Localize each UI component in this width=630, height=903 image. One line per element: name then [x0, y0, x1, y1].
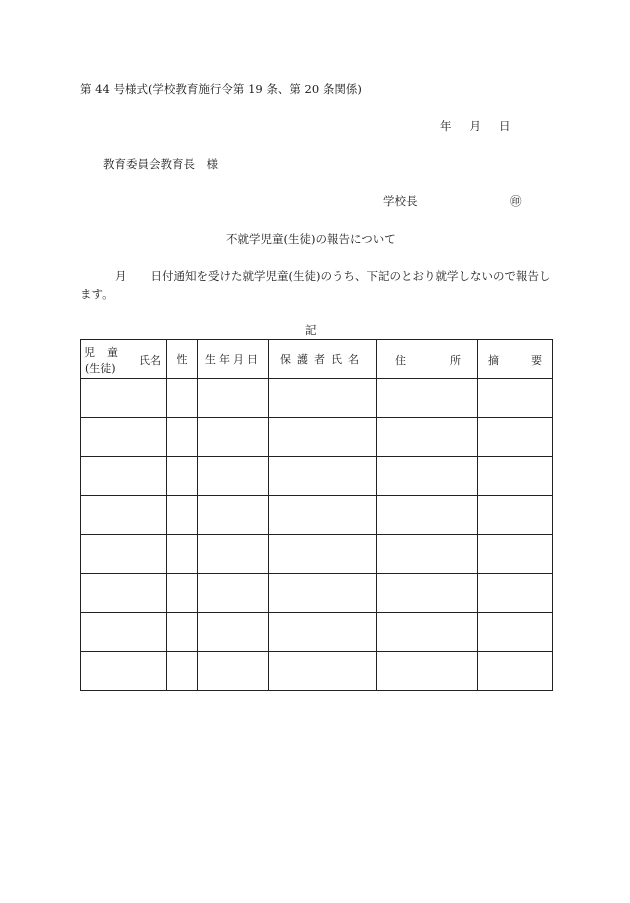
- header-remarks-1: 摘: [488, 354, 499, 367]
- table-cell: [269, 457, 377, 496]
- table-cell: [377, 496, 478, 535]
- table-cell: [269, 613, 377, 652]
- header-address-1: 住: [395, 354, 406, 367]
- table-cell: [269, 574, 377, 613]
- header-child-name: [81, 340, 167, 379]
- header-birthdate: 生年月日: [198, 340, 269, 379]
- table-cell: [377, 379, 478, 418]
- table-cell: [167, 496, 198, 535]
- table-cell: [478, 652, 553, 691]
- body-text: [80, 267, 558, 303]
- header-child-bottom: (生徒): [85, 362, 116, 375]
- table-row: [81, 613, 553, 652]
- table-cell: [81, 496, 167, 535]
- table-cell: [377, 457, 478, 496]
- table-cell: [167, 613, 198, 652]
- body-sentence: 日付通知を受けた就学児童(生徒)のうち、下記のとおり就学しないので報告します。: [80, 269, 551, 301]
- table-row: [81, 379, 553, 418]
- table-cell: [198, 457, 269, 496]
- table-cell: [377, 613, 478, 652]
- table-cell: [377, 574, 478, 613]
- body-month: 月: [115, 269, 127, 283]
- table-header-row: [81, 340, 553, 379]
- table-cell: [478, 379, 553, 418]
- date-line: [440, 119, 511, 133]
- table-cell: [198, 535, 269, 574]
- table-cell: [478, 613, 553, 652]
- table-cell: [377, 535, 478, 574]
- table-cell: [269, 652, 377, 691]
- table-cell: [81, 652, 167, 691]
- date-year: 年: [440, 119, 452, 133]
- table-cell: [377, 652, 478, 691]
- table-cell: [269, 418, 377, 457]
- table-cell: [198, 418, 269, 457]
- report-table: [80, 339, 553, 691]
- header-remarks-2: 要: [531, 354, 542, 367]
- table-row: [81, 496, 553, 535]
- table-cell: [167, 457, 198, 496]
- table-cell: [269, 379, 377, 418]
- header-remarks: [478, 340, 553, 379]
- table-cell: [167, 652, 198, 691]
- table-cell: [478, 418, 553, 457]
- table-row: [81, 535, 553, 574]
- table-cell: [478, 457, 553, 496]
- table-cell: [269, 535, 377, 574]
- table-cell: [198, 379, 269, 418]
- table-cell: [81, 613, 167, 652]
- table-cell: [198, 574, 269, 613]
- table-cell: [81, 574, 167, 613]
- date-day: 日: [499, 119, 511, 133]
- table-cell: [167, 418, 198, 457]
- table-row: [81, 574, 553, 613]
- table-cell: [81, 457, 167, 496]
- form-number: 第 44 号様式(学校教育施行令第 19 条、第 20 条関係): [80, 82, 362, 96]
- addressee: 教育委員会教育長 様: [103, 157, 218, 171]
- table-cell: [81, 418, 167, 457]
- principal-label: 学校長: [383, 194, 418, 208]
- table-cell: [167, 535, 198, 574]
- table-row: [81, 652, 553, 691]
- table-cell: [478, 574, 553, 613]
- table-cell: [81, 379, 167, 418]
- table-cell: [198, 496, 269, 535]
- header-sex: 性: [167, 340, 198, 379]
- table-row: [81, 418, 553, 457]
- table-cell: [198, 652, 269, 691]
- table-cell: [377, 418, 478, 457]
- table-cell: [269, 496, 377, 535]
- header-name: 氏名: [139, 354, 161, 367]
- table-cell: [167, 379, 198, 418]
- header-address: [377, 340, 478, 379]
- table-cell: [478, 496, 553, 535]
- header-guardian: 保護者氏名: [269, 340, 377, 379]
- document-title: 不就学児童(生徒)の報告について: [226, 232, 396, 246]
- table-cell: [198, 613, 269, 652]
- table-cell: [81, 535, 167, 574]
- seal-mark: ㊞: [510, 194, 522, 208]
- table-cell: [478, 535, 553, 574]
- ki-heading: 記: [305, 323, 317, 337]
- table-cell: [167, 574, 198, 613]
- header-address-2: 所: [450, 354, 461, 367]
- table-row: [81, 457, 553, 496]
- header-child-top: 児童: [84, 346, 130, 359]
- date-month: 月: [469, 119, 481, 133]
